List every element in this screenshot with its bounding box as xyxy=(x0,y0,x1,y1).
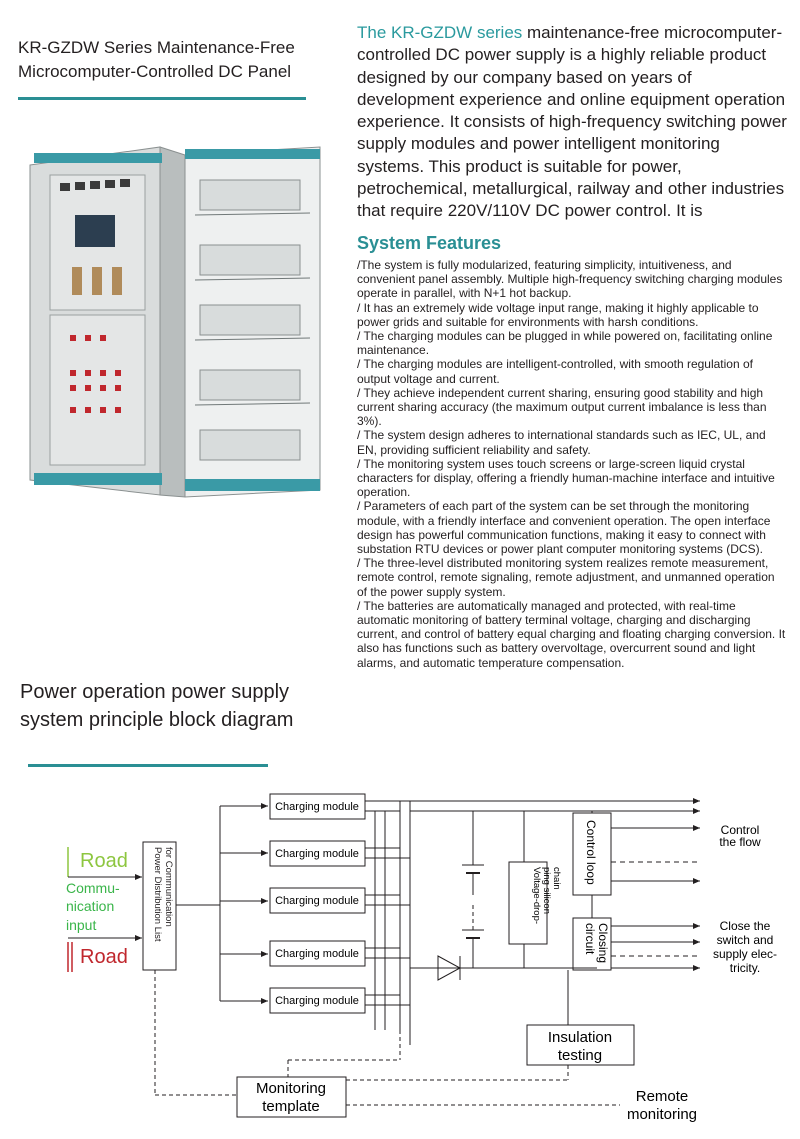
road-top-label: Road xyxy=(80,850,128,872)
feature-item: / The three-level distributed monitoring system realizes remote measurement, remote control, remote signaling, remote adjustment, and unmanned operation of the power supply system. xyxy=(357,556,775,599)
charging-module-label: Charging module xyxy=(275,801,359,813)
intro-body: maintenance-free microcomputer-controlled DC power supply is a highly reliable product designed by our company based on years of development experience and online equipment operation experience. It consists of high-frequency switching power supply modules and power intelligent monitoring systems. This product is suitable for power, petrochemical, metallurgical, railway and other industries that require 220V/110V DC power control. It is xyxy=(357,23,787,221)
product-title: KR-GZDW Series Maintenance-Free Microcomputer-Controlled DC Panel xyxy=(18,38,295,81)
feature-item: / It has an extremely wide voltage input range, making it highly applicable to power grids and suitable for environments with harsh conditions. xyxy=(357,300,759,329)
close-switch-label-4: tricity. xyxy=(729,961,761,975)
road-bottom-label: Road xyxy=(80,946,128,968)
closing-circuit-label-2: circuit xyxy=(583,923,597,955)
close-switch-label-2: switch and xyxy=(716,933,774,947)
closing-circuit-label-1: Closing xyxy=(596,923,610,964)
comm-input-label-1: Commu- xyxy=(66,880,120,896)
control-loop-label: Control loop xyxy=(584,820,598,885)
charging-module-label: Charging module xyxy=(275,895,359,907)
comm-input-label-3: input xyxy=(66,917,97,933)
monitoring-label-1: Monitoring xyxy=(255,1080,327,1097)
feature-item: / The charging modules are intelligent-controlled, with smooth regulation of output voltage and current. xyxy=(357,357,753,386)
distribution-label-1: Power Distribution List xyxy=(152,847,163,942)
close-switch-label-3: supply elec- xyxy=(712,947,778,961)
block-diagram xyxy=(0,780,800,1139)
monitoring-label-2: template xyxy=(262,1098,320,1115)
feature-item: / They achieve independent current sharing, ensuring good stability and high current sharing accuracy (the maximum output current imbalance is less than 3%). xyxy=(357,385,767,429)
charging-module-label: Charging module xyxy=(275,995,359,1007)
remote-monitoring-label-1: Remote xyxy=(635,1088,689,1105)
feature-item: / The batteries are automatically managed and protected, with real-time automatic monitoring of battery terminal voltage, charging and discharging current, and control of battery equal charging and floating charging conversion. It also has functions such as battery overvoltage, overcurrent sound and light alarms, and automatic temperature compensation. xyxy=(357,598,786,670)
control-flow-label-2: the flow xyxy=(719,835,761,849)
charging-module-label: Charging module xyxy=(275,948,359,960)
title-divider xyxy=(18,97,306,100)
feature-item: / The monitoring system uses touch screens or large-screen liquid crystal characters for display, offering a friendly human-machine interface and intuitive operation. xyxy=(357,456,775,500)
charging-module-label: Charging module xyxy=(275,848,359,860)
silicon-chain-label-3: chain xyxy=(551,867,562,890)
feature-item: / The system design adheres to international standards such as IEC, UL, and EN, providing sufficient reliability and safety. xyxy=(357,428,766,457)
intro-paragraph xyxy=(357,22,787,223)
remote-monitoring-label-2: monitoring xyxy=(626,1106,698,1123)
distribution-label-2: for Communication xyxy=(163,847,174,927)
features-heading: System Features xyxy=(357,233,502,253)
silicon-chain-label-1: Voltage-drop- xyxy=(531,867,542,925)
comm-input-label-2: nication xyxy=(66,898,115,914)
insulation-label-1: Insulation xyxy=(547,1029,613,1046)
feature-item: /The system is fully modularized, featuring simplicity, intuitiveness, and convenient panel assembly. Multiple high-frequency switching charging modules operate in parallel, with N+1 hot backup. xyxy=(357,258,783,301)
features-list xyxy=(357,258,787,670)
feature-item: / Parameters of each part of the system can be set through the monitoring module, with a friendly interface and convenient operation. The open interface design has powerful communication functions, making it easy to connect with substation RTU devices or power plant computer monitoring systems (DCS). xyxy=(357,499,771,557)
feature-item: / The charging modules can be plugged in while powered on, facilitating online maintenance. xyxy=(357,329,773,358)
control-flow-label-1: Control xyxy=(720,823,760,837)
diagram-title-divider xyxy=(28,764,268,767)
close-switch-label-1: Close the xyxy=(719,919,771,933)
diagram-title: Power operation power supply system principle block diagram xyxy=(20,681,294,731)
insulation-label-2: testing xyxy=(557,1047,603,1064)
intro-lead: The KR-GZDW series xyxy=(357,23,523,42)
dc-panel-cabinet-image xyxy=(20,135,340,507)
silicon-chain-label-2: ping silicon xyxy=(541,867,552,914)
